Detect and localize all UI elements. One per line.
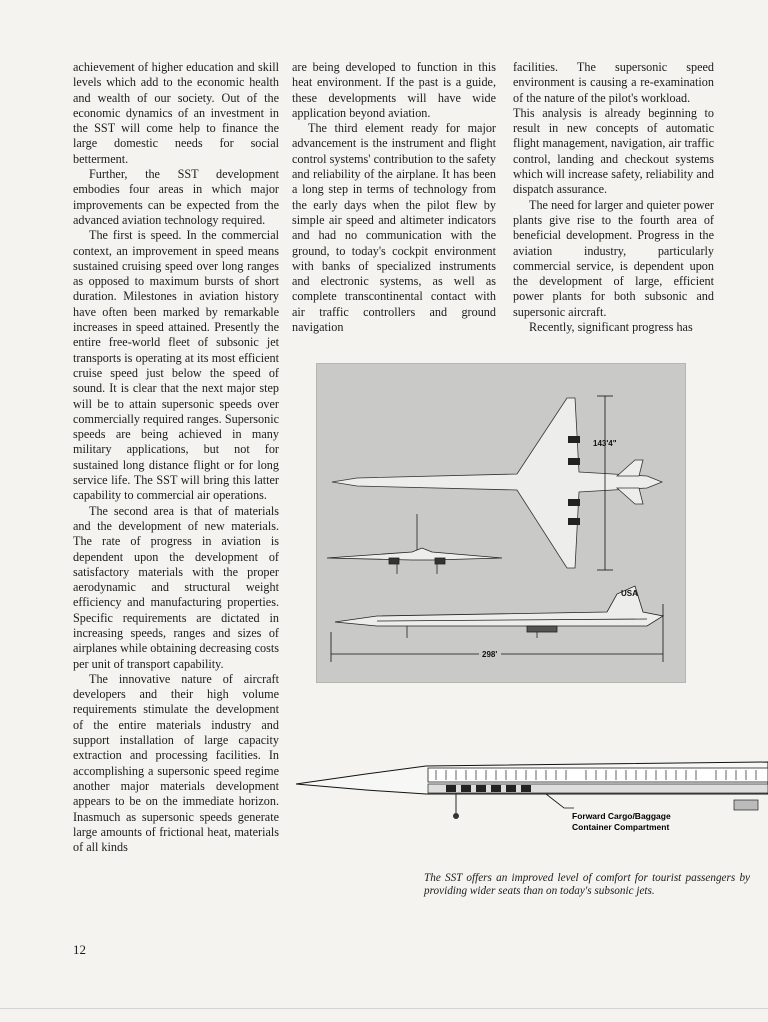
sst-three-view-drawing — [317, 364, 685, 682]
paragraph: are being developed to function in this heat environment. If the past is a guide, these developments will have wide application beyond aviation. — [292, 60, 496, 120]
text-column-3 — [513, 60, 714, 335]
page-number: 12 — [73, 942, 86, 957]
figure-caption: The SST offers an improved level of comfort for tourist passengers by providing wider seats than on today's subsonic jets. — [424, 872, 750, 897]
text-column-2 — [292, 60, 496, 335]
wingspan-dimension-label: 143'4" — [593, 439, 617, 448]
paragraph: The need for larger and quieter power plants give rise to the fourth area of beneficial development. Progress in the aviation industry, particularly commercial service, is dependent upon the development of large, efficient power plants for both subsonic and supersonic aircraft. — [513, 197, 714, 319]
side-view-airplane — [335, 586, 663, 638]
paragraph: The innovative nature of aircraft developers and their high volume requirements stimulate the development of the entire materials industry and support installation of large capacity extraction and processing facilities. In accomplishing a supersonic speed regime another major materials development appears to be on the immediate horizon. Inasmuch as supersonic speeds generate large amounts of frictional heat, materials of all kinds — [73, 671, 279, 855]
paragraph: Recently, significant progress has — [529, 320, 693, 335]
paragraph: facilities. The supersonic speed environment is causing a re-examination of the nature of the pilot's workload. — [513, 60, 714, 105]
sst-cutaway-figure — [296, 752, 768, 840]
paragraph: The first is speed. In the commercial context, an improvement in speed means sustained cruising speed over long ranges as opposed to maximum bursts of short duration. Milestones in aviation history have often been marked by remarkable increases in speed attained. Presently the entire free-world fleet of subsonic jet transports is operating at its most efficient cruise speed just below the speed of sound. It is clear that the next major step will be to attain supersonic speeds over commercially required ranges. Supersonic speeds are being achieved in many military applications, but not for sustained long distance flight or for long service life. The SST will bring this latter capability to commercial air operations. — [73, 228, 279, 503]
tail-marking: USA — [621, 589, 638, 598]
paragraph: Further, the SST development embodies four areas in which major improvements can be expected from the advanced aviation technology required. — [73, 167, 279, 227]
sst-three-view-figure — [316, 363, 686, 683]
cargo-callout-label: Forward Cargo/Baggage Container Compartment — [572, 811, 671, 832]
page-edge — [0, 1008, 768, 1009]
text-column-1 — [73, 60, 279, 855]
paragraph: This analysis is already beginning to result in new concepts of automatic flight management, navigation, air traffic control, landing and checkout systems which will increase safety, reliability and dispatch assurance. — [513, 105, 714, 197]
paragraph: achievement of higher education and skill levels which add to the economic health and wealth of our society. Out of the economic dynamics of an investment in the SST will come help to finance the large domestic needs for social betterment. — [73, 60, 279, 166]
length-dimension-label: 298' — [482, 650, 498, 659]
paragraph: The second area is that of materials and the development of new materials. The rate of progress in aviation is dependent upon the development of satisfactory materials with the proper aerodynamic and structural weight efficiency and manufacturing properties. Specific requirements are dictated in increasing speeds, ranges and sizes of airplanes while obtaining decreasing costs per unit of transport capability. — [73, 503, 279, 671]
front-view-airplane — [327, 514, 502, 574]
paragraph: The third element ready for major advancement is the instrument and flight control systems' contribution to the safety and reliability of the airplane. It has been a long step in terms of technology from the early days when the pilot flew by simple air speed and altimeter indicators and had no communication with the ground, to today's cockpit environment with banks of specialized instruments and electronic systems, as well as complete transcontinental contact with air traffic controllers and ground navigation — [292, 121, 496, 335]
sst-cutaway-drawing — [296, 752, 768, 840]
top-view-airplane — [332, 398, 662, 568]
